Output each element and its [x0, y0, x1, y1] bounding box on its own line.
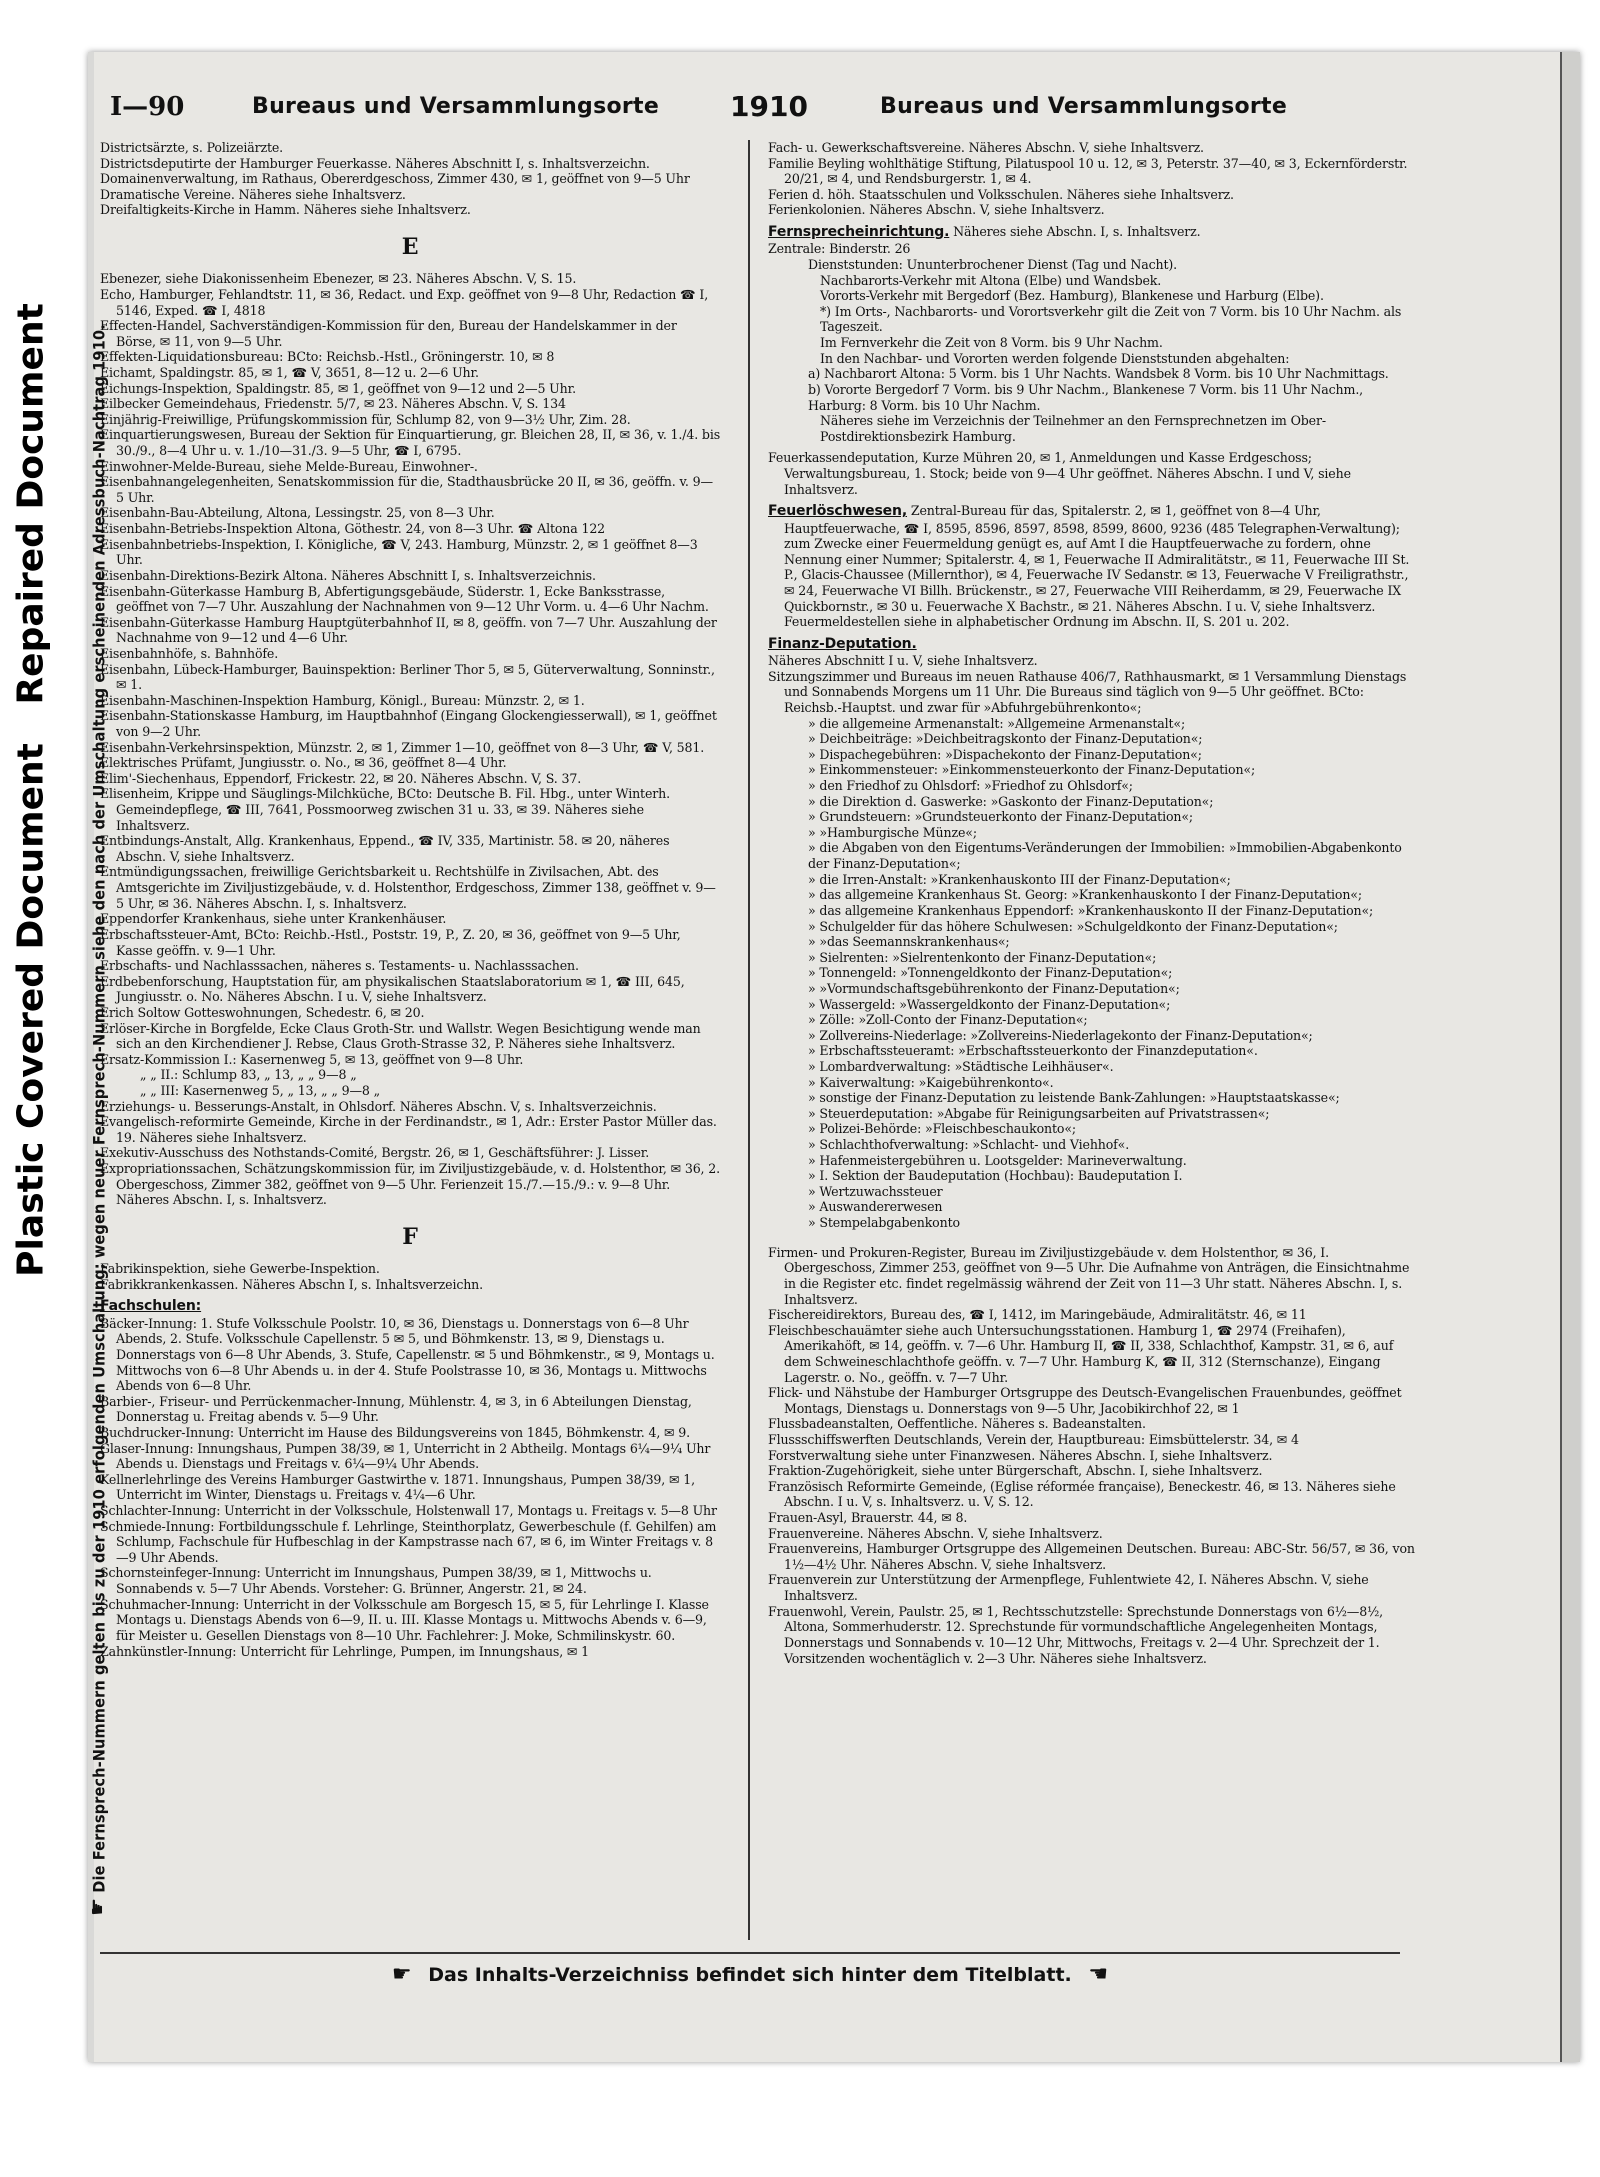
- konto-line: » Hafenmeistergebühren u. Lootsgelder: Marineverwaltung.: [808, 1152, 1187, 1168]
- entry: Eisenbahn-Güterkasse Hamburg Hauptgüterbahnhof II, ✉ 8, geöffn. von 7—7 Uhr. Auszahlung der Nachnahme von 9—12 und 4—6 Uhr.: [100, 614, 717, 646]
- entry: Französisch Reformirte Gemeinde, (Eglise réformée française), Beneckestr. 46, ✉ 13. Näheres siehe Abschn. I u. V, s. Inhaltsverz. u. V, S. 12.: [768, 1478, 1396, 1510]
- entry: Domainenverwaltung, im Rathaus, Obererdgeschoss, Zimmer 430, ✉ 1, geöffnet von 9—5 Uhr: [100, 171, 690, 187]
- konto-line: » Polizei-Behörde: »Fleischbeschaukonto«;: [808, 1121, 1076, 1137]
- running-title-right: Bureaus und Versammlungsorte: [880, 94, 1288, 119]
- pointing-hand-left-icon: ☚: [1088, 1962, 1109, 1987]
- entry: Frauenvereins, Hamburger Ortsgruppe des Allgemeinen Deutschen. Bureau: ABC-Str. 56/57, ✉ 36, von 1½—4½ Uhr. Näheres Abschn. V, siehe Inhaltsverz.: [768, 1541, 1415, 1572]
- fernsprech-entry: [768, 224, 1418, 241]
- entry: Dreifaltigkeits-Kirche in Hamm. Näheres siehe Inhaltsverz.: [100, 202, 471, 218]
- entry: Eisenbahn-Güterkasse Hamburg B, Abfertigungsgebäude, Süderstr. 1, Ecke Banksstrasse, geöffnet von 7—7 Uhr. Auszahlung der Nachnahmen von 9—12 Uhr Vorm. u. 4—6 Uhr Nachm.: [100, 583, 709, 615]
- feuerloesch-heading: Feuerlöschwesen,: [768, 503, 908, 520]
- f-entries: [100, 1261, 720, 1292]
- entry: Effecten-Handel, Sachverständigen-Kommission für den, Bureau der Handelskammer in der Börse, ✉ 11, von 9—5 Uhr.: [100, 318, 677, 349]
- entry: Fraktion-Zugehörigkeit, siehe unter Bürgerschaft, Abschn. I, siehe Inhaltsverz.: [768, 1463, 1263, 1479]
- konto-line: » die allgemeine Armenanstalt: »Allgemeine Armenanstalt«;: [808, 715, 1186, 731]
- entry: Eisenbahn-Verkehrsinspektion, Münzstr. 2, ✉ 1, Zimmer 1—10, geöffnet von 8—3 Uhr, ☎ V, 581.: [100, 739, 705, 755]
- konto-line: » sonstige der Finanz-Deputation zu leistende Bank-Zahlungen: »Hauptstaatskasse«;: [808, 1090, 1340, 1106]
- konto-line: » Lombardverwaltung: »Städtische Leihhäuser«.: [808, 1058, 1114, 1074]
- konto-line: » Auswandererwesen: [808, 1199, 943, 1215]
- entry: Erdbebenforschung, Hauptstation für, am physikalischen Staatslaboratorium ✉ 1, ☎ III, 645, Jungiusstr. o. No. Näheres Abschn. I u. V, siehe Inhaltsverz.: [100, 973, 685, 1005]
- entry: Eisenbahn-Bau-Abteilung, Altona, Lessingstr. 25, von 8—3 Uhr.: [100, 505, 495, 521]
- later-entries: [768, 1245, 1418, 1666]
- running-title-left: Bureaus und Versammlungsorte: [252, 94, 660, 119]
- entry: Eichamt, Spaldingstr. 85, ✉ 1, ☎ V, 3651, 8—12 u. 2—6 Uhr.: [100, 364, 479, 380]
- entry: Erich Soltow Gotteswohnungen, Schedestr. 6, ✉ 20.: [100, 1004, 425, 1020]
- konto-line: » Dispachegebühren: »Dispachekonto der Finanz-Deputation«;: [808, 746, 1202, 762]
- page-number: I—90: [110, 92, 185, 122]
- finanz-heading: Finanz-Deputation.: [768, 635, 917, 652]
- konto-line: » Stempelabgabenkonto: [808, 1215, 960, 1231]
- fernsprech-details: [768, 241, 1418, 444]
- entry: Erlöser-Kirche in Borgfelde, Ecke Claus Groth-Str. und Wallstr. Wegen Besichtigung wende man sich an den Kirchendiener J. Rebse, Claus Groth-Strasse 32, P. Näheres siehe Inhaltsverz.: [100, 1020, 701, 1052]
- entry: Dienststunden: Ununterbrochener Dienst (Tag und Nacht).: [808, 257, 1178, 273]
- entry: Eisenbahn-Maschinen-Inspektion Hamburg, Königl., Bureau: Münzstr. 2, ✉ 1.: [100, 692, 585, 708]
- entry: Einjährig-Freiwillige, Prüfungskommission für, Schlump 82, von 9—3½ Uhr, Zim. 28.: [100, 411, 631, 427]
- konto-line: » I. Sektion der Baudeputation (Hochbau): Baudeputation I.: [808, 1168, 1183, 1184]
- entry: Expropriationssachen, Schätzungskommission für, im Ziviljustizgebäude, v. d. Holstenthor, ✉ 36, 2. Obergeschoss, Zimmer 382, geöffnet von 9—5 Uhr. Ferienzeit 15./7.—15./9.: v. 9—8 Uhr. Näheres Abschn. I, s. Inhaltsverz.: [100, 1161, 720, 1208]
- entry: Fabrikkrankenkassen. Näheres Abschn I, s. Inhaltsverzeichn.: [100, 1276, 484, 1292]
- konto-line: » Tonnengeld: »Tonnengeldkonto der Finanz-Deputation«;: [808, 965, 1173, 981]
- entry: Nachbarorts-Verkehr mit Altona (Elbe) und Wandsbek.: [820, 272, 1162, 288]
- entry: Einquartierungswesen, Bureau der Sektion für Einquartierung, gr. Bleichen 28, II, ✉ 36, v. 1./4. bis 30./9., 8—4 Uhr u. v. 1./10—31./3. 9—5 Uhr, ☎ I, 6795.: [100, 427, 721, 459]
- entry: Familie Beyling wohlthätige Stiftung, Pilatuspool 10 u. 12, ✉ 3, Peterstr. 37—40, ✉ 3, Eckernförderstr. 20/21, ✉ 4, und Rendsburgerstr. 1, ✉ 4.: [768, 155, 1408, 187]
- page-footer: [100, 1962, 1400, 1987]
- fernsprech-intro: Näheres siehe Abschn. I, s. Inhaltsverz.: [953, 224, 1201, 240]
- pointing-hand-icon: ☛: [85, 1897, 111, 1916]
- entry: Sitzungszimmer und Bureaus im neuen Rathause 406/7, Rathhausmarkt, ✉ 1 Versammlung Dienstags und Sonnabends Morgens um 11 Uhr. Die Bureaus sind täglich von 9—5 Uhr geöffnet. BCto: Reichsb.-Hauptst. und zwar für »Abfuhrgebührenkonto«;: [768, 668, 1407, 715]
- konto-line: » Zollvereins-Niederlage: »Zollvereins-Niederlagekonto der Finanz-Deputation«;: [808, 1027, 1313, 1043]
- intro-entries: [768, 140, 1418, 218]
- entry: Ferienkolonien. Näheres Abschn. V, siehe Inhaltsverz.: [768, 202, 1105, 218]
- entry: Fleischbeschauämter siehe auch Untersuchungsstationen. Hamburg 1, ☎ 2974 (Freihafen), Amerikahöft, ✉ 14, geöffn. v. 7—6 Uhr. Hamburg II, ☎ II, 338, Schlachthof, Kampstr. 31, ✉ 6, auf dem Schweineschlachthofe geöffn. v. 7—7 Uhr. Hamburg K, ☎ II, 312 (Sternschanze), Eingang Lagerstr. o. No., geöffn. v. 7—7 Uhr.: [768, 1322, 1394, 1385]
- side-label: [0, 0, 62, 2177]
- header-year: 1910: [730, 90, 808, 123]
- entry: Frauenverein zur Unterstützung der Armenpflege, Fuhlentwiete 42, I. Näheres Abschn. V, siehe Inhaltsverz.: [768, 1572, 1369, 1604]
- entry: Barbier-, Friseur- und Perrückenmacher-Innung, Mühlenstr. 4, ✉ 3, in 6 Abteilungen Dienstag, Donnerstag u. Freitag abends v. 5—9 Uhr.: [100, 1393, 692, 1425]
- entry: „ „ III: Kasernenweg 5, „ 13, „ „ 9—8 „: [140, 1083, 380, 1098]
- section-letter-f: F: [402, 1223, 418, 1250]
- konto-line: » Deichbeiträge: »Deichbeitragskonto der Finanz-Deputation«;: [808, 731, 1203, 747]
- entry: Elektrisches Prüfamt, Jungiusstr. o. No., ✉ 36, geöffnet 8—4 Uhr.: [100, 755, 507, 771]
- intro-entries: [100, 140, 720, 218]
- entry: Zahnkünstler-Innung: Unterricht für Lehrlinge, Pumpen, im Innungshaus, ✉ 1: [100, 1643, 590, 1659]
- entry: Näheres siehe im Verzeichnis der Teilnehmer an den Fernsprechnetzen im Ober-Postdirektionsbezirk Hamburg.: [820, 413, 1326, 444]
- konto-line: » Steuerdeputation: »Abgabe für Reinigungsarbeiten auf Privatstrassen«;: [808, 1105, 1270, 1121]
- entry: Eisenbahn-Betriebs-Inspektion Altona, Göthestr. 24, von 8—3 Uhr. ☎ Altona 122: [100, 521, 606, 537]
- entry: Feuerkassendeputation, Kurze Mühren 20, ✉ 1, Anmeldungen und Kasse Erdgeschoss; Verwaltungsbureau, 1. Stock; beide von 9—4 Uhr geöffnet. Näheres Abschn. I und V, siehe Inhaltsverz.: [768, 450, 1351, 497]
- entry: Elisenheim, Krippe und Säuglings-Milchküche, BCto: Deutsche B. Fil. Hbg., unter Winterh. Gemeindepflege, ☎ III, 7641, Possmoorweg zwischen 31 u. 33, ✉ 39. Näheres siehe Inhaltsverz.: [100, 786, 670, 833]
- entry: Schmiede-Innung: Fortbildungsschule f. Lehrlinge, Steinthorplatz, Gewerbeschule (f. Gehilfen) am Schlump, Fachschule für Hufbeschlag in der Kampstrasse nach 67, ✉ 6, im Winter Freitags v. 8—9 Uhr Abends.: [100, 1518, 717, 1565]
- konto-line: » die Irren-Anstalt: »Krankenhauskonto III der Finanz-Deputation«;: [808, 871, 1231, 887]
- entry: Eilbecker Gemeindehaus, Friedenstr. 5/7, ✉ 23. Näheres Abschn. V, S. 134: [100, 396, 566, 412]
- section-letter-e: E: [401, 234, 419, 261]
- e-entries: [100, 271, 720, 1208]
- entry: Näheres Abschnitt I u. V, siehe Inhaltsverz.: [768, 653, 1038, 669]
- entry: Schornsteinfeger-Innung: Unterricht im Innungshaus, Pumpen 38/39, ✉ 1, Mittwochs u. Sonnabends v. 5—7 Uhr Abends. Vorsteher: G. Brünner, Angerstr. 21, ✉ 24.: [100, 1565, 652, 1597]
- feuerloesch-text: Zentral-Bureau für das, Spitalerstr. 2, ✉ 1, geöffnet von 8—4 Uhr, Hauptfeuerwache, ☎ I, 8595, 8596, 8597, 8598, 8599, 8600, 9236 (485 Telegraphen-Verwaltung); zum Zwecke einer Feuermeldung genügt es, auf Amt I die Hauptfeuerwache zu fordern, ohne Nennung einer Nummer; Spitalerstr. 4, ✉ 1, Feuerwache II Admiralitätstr., ✉ 11, Feuerwache III St. P., Glacis-Chaussee (Millernthor), ✉ 4, Feuerwache IV Sedanstr. ✉ 13, Feuerwache V Freiligrathstr., ✉ 24, Feuerwache VI Billh. Brückenstr., ✉ 27, Feuerwache VIII Reiherdamm, ✉ 29, Feuerwache IX Quickbornstr., ✉ 30 u. Feuerwache X Bachstr., ✉ 21. Näheres Abschn. I u. V, siehe Inhaltsverz. Feuermeldestellen siehe in alphabetischer Ordnung im Abschn. II, S. 201 u. 202.: [784, 503, 1410, 630]
- konto-line: » »das Seemannskrankenhaus«;: [808, 934, 1010, 950]
- entry: Eisenbahn-Stationskasse Hamburg, im Hauptbahnhof (Eingang Glockengiesserwall), ✉ 1, geöffnet von 9—2 Uhr.: [100, 708, 717, 739]
- entry: Evangelisch-reformirte Gemeinde, Kirche in der Ferdinandstr., ✉ 1, Adr.: Erster Pastor Müller das. 19. Näheres siehe Inhaltsverz.: [100, 1114, 717, 1145]
- entry: Exekutiv-Ausschuss des Nothstands-Comité, Bergstr. 26, ✉ 1, Geschäftsführer: J. Lisser.: [100, 1145, 650, 1161]
- konto-line: » Zölle: »Zoll-Conto der Finanz-Deputation«;: [808, 1012, 1088, 1028]
- entry: Buchdrucker-Innung: Unterricht im Hause des Bildungsvereins von 1845, Böhmkenstr. 4, ✉ 9.: [100, 1424, 690, 1440]
- entry: Echo, Hamburger, Fehlandtstr. 11, ✉ 36, Redact. und Exp. geöffnet von 9—8 Uhr, Redaction ☎ I, 5146, Exped. ☎ I, 4818: [100, 286, 709, 318]
- entry: Ebenezer, siehe Diakonissenheim Ebenezer, ✉ 23. Näheres Abschn. V, S. 15.: [100, 271, 577, 287]
- entry: Schuhmacher-Innung: Unterricht in der Volksschule am Borgesch 15, ✉ 5, für Lehrlinge I. Klasse Montags u. Dienstags Abends von 6—9, II. u. III. Klasse Montags u. Mittwochs Abends v. 6—9, für Meister u. Gesellen Dienstags von 8—10 Uhr. Fachlehrer: J. Moke, Schmilinskystr. 60.: [100, 1596, 709, 1643]
- entry: Forstverwaltung siehe unter Finanzwesen. Näheres Abschn. I, siehe Inhaltsverz.: [768, 1447, 1273, 1463]
- entry: Eppendorfer Krankenhaus, siehe unter Krankenhäuser.: [100, 911, 447, 927]
- entry: Einwohner-Melde-Bureau, siehe Melde-Bureau, Einwohner-.: [100, 458, 478, 474]
- entry: Bäcker-Innung: 1. Stufe Volksschule Poolstr. 10, ✉ 36, Dienstags u. Donnerstags von 6—8 Uhr Abends, 2. Stufe. Volksschule Capellenstr. 5 ✉ 5, und Böhmkenstr. 13, ✉ 9, Dienstags u. Donnerstags von 6—8 Uhr Abends, 3. Stufe, Capellenstr. ✉ 5 und Böhmkenstr., ✉ 9, Montags u. Mittwochs von 6—8 Uhr Abends u. in der 4. Stufe Poolstrasse 10, ✉ 36, Montags u. Mittwochs Abends von 6—8 Uhr.: [100, 1315, 715, 1394]
- entry: b) Vororte Bergedorf 7 Vorm. bis 9 Uhr Nachm., Blankenese 7 Vorm. bis 11 Uhr Nachm., Harburg: 8 Vorm. bis 10 Uhr Nachm.: [808, 381, 1364, 413]
- footer-notice: Das Inhalts-Verzeichniss befindet sich hinter dem Titelblatt.: [428, 1964, 1072, 1986]
- konto-line: » Einkommensteuer: »Einkommensteuerkonto der Finanz-Deputation«;: [808, 762, 1256, 778]
- feuerloesch-entry: [768, 503, 1418, 630]
- entry: Flussschiffswerften Deutschlands, Verein der, Hauptbureau: Eimsbüttelerstr. 34, ✉ 4: [768, 1432, 1299, 1447]
- entry: Eisenbahnbetriebs-Inspektion, I. Königliche, ☎ V, 243. Hamburg, Münzstr. 2, ✉ 1 geöffnet 8—3 Uhr.: [100, 536, 698, 568]
- entry: Erziehungs- u. Besserungs-Anstalt, in Ohlsdorf. Näheres Abschn. V, s. Inhaltsverzeichnis.: [100, 1098, 657, 1114]
- entry: Flick- und Nähstube der Hamburger Ortsgruppe des Deutsch-Evangelischen Frauenbundes, geöffnet Montags, Dienstags u. Donnerstags von 9—5 Uhr, Jacobikirchhof 22, ✉ 1: [768, 1385, 1402, 1416]
- entry: Vororts-Verkehr mit Bergedorf (Bez. Hamburg), Blankenese und Harburg (Elbe).: [820, 288, 1324, 304]
- entry: Eichungs-Inspektion, Spaldingstr. 85, ✉ 1, geöffnet von 9—12 und 2—5 Uhr.: [100, 380, 576, 396]
- konto-line: » die Direktion d. Gaswerke: »Gaskonto der Finanz-Deputation«;: [808, 793, 1214, 809]
- entry: *) Im Orts-, Nachbarorts- und Vorortsverkehr gilt die Zeit von 7 Vorm. bis 10 Uhr Nachm. als Tageszeit.: [820, 303, 1402, 335]
- fachschulen-heading: Fachschulen:: [100, 1298, 202, 1315]
- entry: Districtsärzte, s. Polizeiärzte.: [100, 140, 284, 155]
- entry: a) Nachbarort Altona: 5 Vorm. bis 1 Uhr Nachts. Wandsbek 8 Vorm. bis 10 Uhr Nachmittags.: [808, 366, 1389, 382]
- entry: Frauenvereine. Näheres Abschn. V, siehe Inhaltsverz.: [768, 1525, 1103, 1541]
- column-divider: [748, 140, 750, 1940]
- entry: Entbindungs-Anstalt, Allg. Krankenhaus, Eppend., ☎ IV, 335, Martinistr. 58. ✉ 20, näheres Abschn. V, siehe Inhaltsverz.: [100, 833, 670, 864]
- entry: „ „ II.: Schlump 83, „ 13, „ „ 9—8 „: [140, 1067, 357, 1083]
- finanz-konten: [768, 716, 1418, 1231]
- finanz-details: [768, 653, 1418, 715]
- entry: Fabrikinspektion, siehe Gewerbe-Inspektion.: [100, 1261, 380, 1277]
- entry: Firmen- und Prokuren-Register, Bureau im Ziviljustizgebäude v. dem Holstenthor, ✉ 36, I. Obergeschoss, Zimmer 253, geöffnet von 9—5 Uhr. Die Aufnahme von Anträgen, die Einsichtnahme in die Register etc. findet regelmässig während der Zeit von 11—3 Uhr statt. Näheres Abschn. I, s. Inhaltsverz.: [768, 1244, 1410, 1307]
- left-column: [100, 140, 720, 1940]
- banner-notice: Die Fernsprech-Nummern gelten bis zu der 1910 erfolgenden Umschaltung; wegen neuer Fernsprech-Nummern siehe den nach der Umschaltung erscheinenden Adressbuch-Nachtrag 1910.: [89, 324, 109, 1893]
- konto-line: » Sielrenten: »Sielrentenkonto der Finanz-Deputation«;: [808, 949, 1157, 965]
- entry: Dramatische Vereine. Näheres siehe Inhaltsverz.: [100, 186, 406, 202]
- entry: Entmündigungssachen, freiwillige Gerichtsbarkeit u. Rechtshülfe in Zivilsachen, Abt. des Amtsgerichte im Ziviljustizgebäude, v. d. Holstenthor, Erdgeschoss, Zimmer 138, geöffnet v. 9—5 Uhr, ✉ 36. Näheres Abschn. I, s. Inhaltsverz.: [100, 864, 716, 911]
- entry: Elim'-Siechenhaus, Eppendorf, Frickestr. 22, ✉ 20. Näheres Abschn. V, S. 37.: [100, 770, 582, 786]
- konto-line: » Grundsteuern: »Grundsteuerkonto der Finanz-Deputation«;: [808, 809, 1193, 825]
- page-header: [110, 90, 1300, 126]
- konto-line: » Schlachthofverwaltung: »Schlacht- und Viehhof«.: [808, 1137, 1130, 1153]
- entry: In den Nachbar- und Vororten werden folgende Dienststunden abgehalten:: [820, 350, 1290, 366]
- entry: Zentrale: Binderstr. 26: [768, 241, 911, 257]
- entry: Eisenbahn, Lübeck-Hamburger, Bauinspektion: Berliner Thor 5, ✉ 5, Güterverwaltung, Sonninstr., ✉ 1.: [100, 661, 715, 693]
- entry: Fischereidirektors, Bureau des, ☎ I, 1412, im Maringebäude, Admiralitätstr. 46, ✉ 11: [768, 1307, 1307, 1323]
- footer-rule: [100, 1952, 1400, 1954]
- konto-line: » Wassergeld: »Wassergeldkonto der Finanz-Deputation«;: [808, 996, 1171, 1012]
- konto-line: » den Friedhof zu Ohlsdorf: »Friedhof zu Ohlsdorf«;: [808, 778, 1133, 794]
- entry: Eisenbahn-Direktions-Bezirk Altona. Näheres Abschnitt I, s. Inhaltsverzeichnis.: [100, 567, 596, 583]
- entry: Schlachter-Innung: Unterricht in der Volksschule, Holstenwall 17, Montags u. Freitags v. 5—8 Uhr: [100, 1503, 717, 1519]
- konto-line: » das allgemeine Krankenhaus Eppendorf: »Krankenhauskonto II der Finanz-Deputation«;: [808, 902, 1374, 918]
- konto-line: » Kaiverwaltung: »Kaigebührenkonto«.: [808, 1074, 1054, 1090]
- adjacent-page-edge: [1560, 52, 1580, 2062]
- entry: Glaser-Innung: Innungshaus, Pumpen 38/39, ✉ 1, Unterricht in 2 Abtheilg. Montags 6¼—9¼ Uhr Abends u. Dienstags und Freitags v. 6¼—9¼ Uhr Abends.: [100, 1440, 711, 1472]
- konto-line: » »Hamburgische Münze«;: [808, 824, 977, 840]
- entry: Ersatz-Kommission I.: Kasernenweg 5, ✉ 13, geöffnet von 9—8 Uhr.: [100, 1051, 524, 1067]
- entry: Fach- u. Gewerkschaftsvereine. Näheres Abschn. V, siehe Inhaltsverz.: [768, 140, 1204, 155]
- konto-line: » die Abgaben von den Eigentums-Veränderungen der Immobilien: »Immobilien-Abgabenkonto der Finanz-Deputation«;: [808, 840, 1402, 872]
- side-label-text: [11, 303, 52, 1277]
- entry: Erbschaftssteuer-Amt, BCto: Reichb.-Hstl., Poststr. 19, P., Z. 20, ✉ 36, geöffnet von 9—5 Uhr, Kasse geöffn. v. 9—1 Uhr.: [100, 926, 681, 958]
- entry: Ferien d. höh. Staatsschulen und Volksschulen. Näheres siehe Inhaltsverz.: [768, 186, 1234, 202]
- entry: Flussbadeanstalten, Oeffentliche. Näheres s. Badeanstalten.: [768, 1416, 1146, 1432]
- konto-line: » das allgemeine Krankenhaus St. Georg: »Krankenhauskonto I der Finanz-Deputation«;: [808, 887, 1362, 903]
- right-column: [768, 140, 1418, 1880]
- entry: Districtsdeputirte der Hamburger Feuerkasse. Näheres Abschnitt I, s. Inhaltsverzeichn.: [100, 155, 650, 171]
- fachschulen-entries: [100, 1316, 720, 1659]
- entry: Frauen-Asyl, Brauerstr. 44, ✉ 8.: [768, 1510, 968, 1526]
- entry: Erbschafts- und Nachlasssachen, näheres s. Testaments- u. Nachlasssachen.: [100, 958, 579, 974]
- entry: Im Fernverkehr die Zeit von 8 Vorm. bis 9 Uhr Nachm.: [820, 335, 1163, 351]
- side-label-primary: Plastic Covered Document: [10, 743, 52, 1277]
- konto-line: » Schulgelder für das höhere Schulwesen: »Schulgeldkonto der Finanz-Deputation«;: [808, 918, 1338, 934]
- pointing-hand-right-icon: ☛: [391, 1962, 412, 1987]
- fernsprech-heading: Fernsprecheinrichtung.: [768, 224, 950, 241]
- side-label-secondary: Repaired Document: [10, 303, 52, 705]
- entry: Eisenbahnhöfe, s. Bahnhöfe.: [100, 645, 279, 661]
- entry: Frauenwohl, Verein, Paulstr. 25, ✉ 1, Rechtsschutzstelle: Sprechstunde Donnerstags von 6½—8½, Altona, Sommerhuderstr. 12. Sprechstunde für vormundschaftliche Angelegenheiten Montags, Donnerstags und Sonnabends v. 10—12 Uhr, Mittwochs, Freitags v. 2—4 Uhr. Sprechzeit der 1. Vorsitzenden wochentäglich v. 2—3 Uhr. Näheres siehe Inhaltsverz.: [768, 1603, 1383, 1666]
- konto-line: » Erbschaftssteueramt: »Erbschaftssteuerkonto der Finanzdeputation«.: [808, 1043, 1258, 1059]
- konto-line: » »Vormundschaftsgebührenkonto der Finanz-Deputation«;: [808, 980, 1180, 996]
- entry: Kellnerlehrlinge des Vereins Hamburger Gastwirthe v. 1871. Innungshaus, Pumpen 38/39, ✉ 1, Unterricht im Winter, Dienstags u. Freitags v. 4¼—6 Uhr.: [100, 1471, 695, 1503]
- konto-line: » Wertzuwachssteuer: [808, 1183, 943, 1199]
- entry: Eisenbahnangelegenheiten, Senatskommission für die, Stadthausbrücke 20 II, ✉ 36, geöffn. v. 9—5 Uhr.: [100, 474, 713, 505]
- entry: Effekten-Liquidationsbureau: BCto: Reichsb.-Hstl., Gröningerstr. 10, ✉ 8: [100, 349, 555, 365]
